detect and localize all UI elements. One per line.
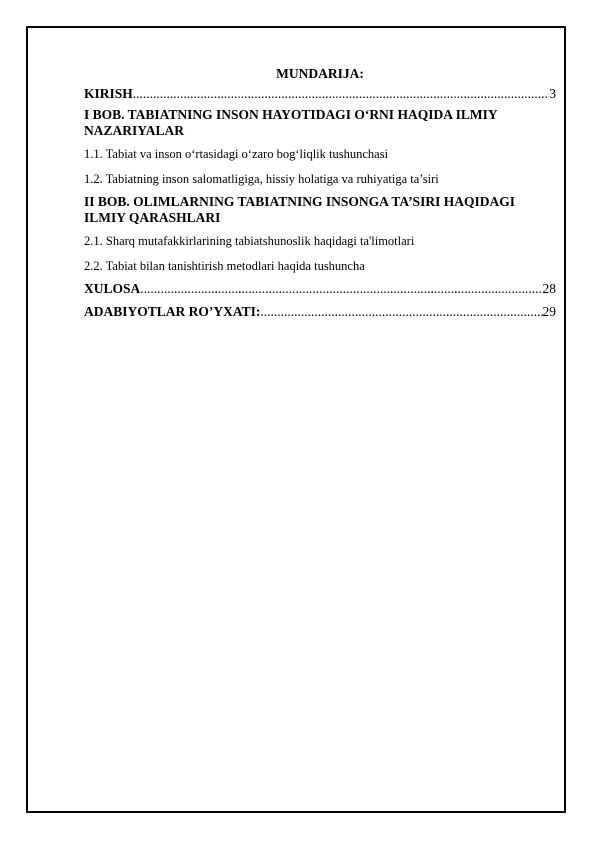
toc-section-2-2: 2.2. Tabiat bilan tanishtirish metodlari haqida tushuncha xyxy=(84,259,365,273)
toc-entry-xulosa xyxy=(84,281,556,297)
toc-chapter-2-line1: II BOB. OLIMLARNING TABIATNING INSONGA TA’SIRI HAQIDAGI xyxy=(84,194,515,209)
toc-page-number: 29 xyxy=(542,304,556,319)
toc-chapter-1 xyxy=(84,107,556,139)
toc-entry-label: KIRISH xyxy=(84,86,133,101)
toc-entry-kirish xyxy=(84,86,556,102)
toc-chapter-2 xyxy=(84,194,556,226)
toc-section-1-2: 1.2. Tabiatning inson salomatligiga, hissiy holatiga va ruhiyatiga ta’siri xyxy=(84,172,439,186)
toc-section-2-1: 2.1. Sharq mutafakkirlarining tabiatshunoslik haqidagi ta'limotlari xyxy=(84,234,415,248)
toc-chapter-2-line2: ILMIY QARASHLARI xyxy=(84,210,221,225)
toc-entry-label: XULOSA xyxy=(84,281,141,296)
toc-entry-adabiyotlar xyxy=(84,304,556,320)
dot-leader xyxy=(133,86,549,102)
dot-leader xyxy=(260,304,542,320)
toc-title: MUNDARIJA: xyxy=(276,66,364,81)
toc-section-1-1: 1.1. Tabiat va inson o‘rtasidagi o‘zaro bog‘liqlik tushunchasi xyxy=(84,147,389,161)
toc-entry-label: ADABIYOTLAR RO’YXATI: xyxy=(84,304,261,319)
dot-leader xyxy=(140,281,542,297)
toc-chapter-1-line2: NAZARIYALAR xyxy=(84,123,185,138)
table-of-contents xyxy=(84,66,556,320)
toc-page-number: 3 xyxy=(549,86,556,101)
toc-chapter-1-line1: I BOB. TABIATNING INSON HAYOTIDAGI O‘RNI HAQIDA ILMIY xyxy=(84,107,498,122)
toc-page-number: 28 xyxy=(542,281,556,296)
